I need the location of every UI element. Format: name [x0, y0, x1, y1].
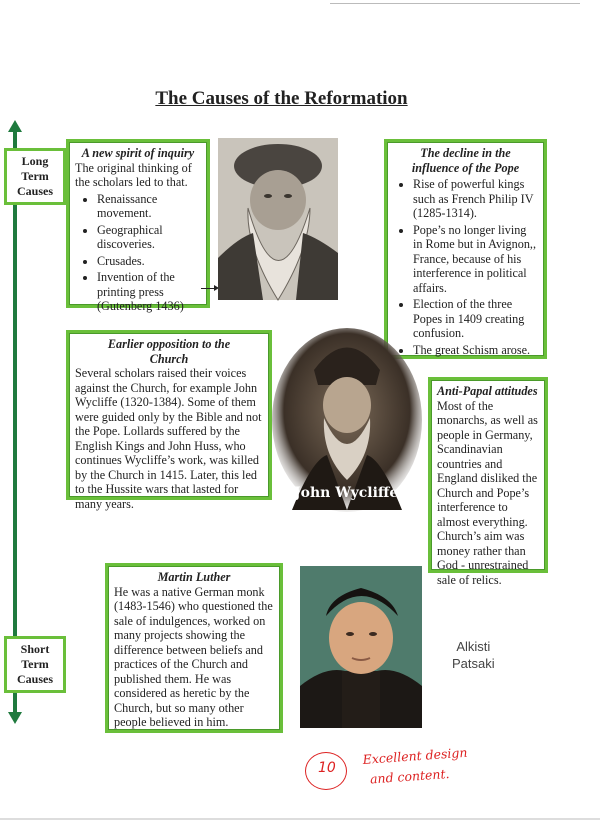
- luther-box: [105, 563, 283, 733]
- antipapal-box: [428, 377, 548, 587]
- timeline-arrow-up-icon: [8, 120, 22, 132]
- scan-edge-bottom: [0, 818, 600, 820]
- inquiry-heading: A new spirit of inquiry: [81, 146, 195, 160]
- wycliffe-portrait: [272, 330, 422, 510]
- decline-box: [384, 139, 547, 359]
- luther-text: He was a native German monk (1483-1546) who questioned the sale of indulgences, worked on many projects showing the difference between beliefs and practices of the Church and published them. He was considered as heretic by the Church, but so many other people believed in him.: [114, 584, 273, 729]
- wycliffe-caption: John Wycliffe: [294, 485, 399, 501]
- opposition-heading: Earlier opposition to the Church: [107, 337, 231, 366]
- list-item: • Geographical discoveries.: [97, 223, 201, 252]
- list-item: • Election of the three Popes in 1409 creating confusion.: [413, 297, 538, 341]
- inquiry-intro: The original thinking of the scholars led to that.: [75, 160, 192, 189]
- page-title: The Causes of the Reformation: [155, 88, 408, 109]
- author-name: Alkisti Patsaki: [452, 639, 495, 671]
- scan-edge-top: [330, 3, 580, 4]
- pointer-arrow-icon: [201, 288, 217, 289]
- long-term-label: Long Term Causes: [4, 148, 66, 205]
- opposition-box: [66, 330, 272, 511]
- antipapal-text: Most of the monarchs, as well as people in Germany, Scandinavian countries and England disliked the Church and Pope’s interference to almost everything. Church’s aim was money rather than God - unrestrained sale of relics.: [437, 398, 538, 587]
- luther-heading: Martin Luther: [157, 570, 231, 584]
- inquiry-list: [75, 192, 201, 314]
- list-item: • Crusades.: [97, 254, 201, 269]
- list-item: • Rise of powerful kings such as French Philip IV (1285-1314).: [413, 177, 538, 221]
- opposition-text: Several scholars raised their voices against the Church, for example John Wycliffe (1320-1384). Some of them were guided only by the Bible and not the Pope. Lollards suffered by the English Kings and John Huss, who continues Wycliffe’s work, was killed by the Church in 1415. Later, this led to the Hussite wars that lasted for many years.: [75, 366, 262, 511]
- timeline-arrow-down-icon: [8, 712, 22, 724]
- timeline-line: [13, 128, 17, 718]
- list-item: • Pope’s no longer living in Rome but in Avignon,, France, because of his interference in political affairs.: [413, 223, 538, 296]
- list-item: • Invention of the printing press (Gutenberg 1436): [97, 270, 201, 314]
- grade-circle: [305, 752, 347, 790]
- inquiry-box: [66, 139, 210, 313]
- antipapal-heading: Anti-Papal attitudes: [437, 384, 538, 398]
- list-item: • The great Schism arose.: [413, 343, 538, 358]
- grade-value: 10: [318, 760, 336, 776]
- gutenberg-portrait: [218, 138, 338, 300]
- list-item: • Renaissance movement.: [97, 192, 201, 221]
- short-term-label: Short Term Causes: [4, 636, 66, 693]
- decline-heading: The decline in the influence of the Pope: [411, 146, 520, 175]
- teacher-comment: Excellent design and content.: [362, 744, 468, 787]
- luther-portrait: [300, 566, 422, 728]
